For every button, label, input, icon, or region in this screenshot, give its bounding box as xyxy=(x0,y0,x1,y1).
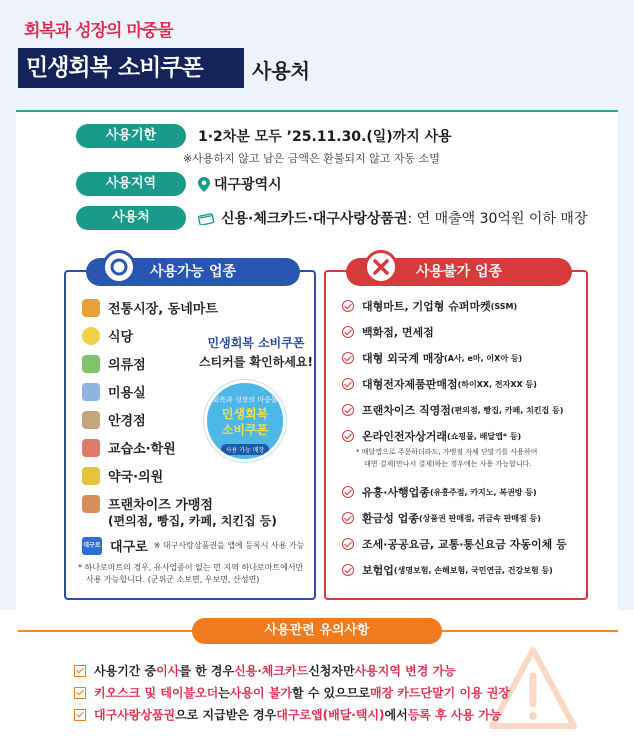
caution-section xyxy=(0,610,634,736)
ng-main: 환금성 업종 xyxy=(362,512,419,525)
allowed-item-label: 미용실 xyxy=(108,386,146,401)
page-title-suffix: 사용처 xyxy=(252,59,310,83)
caution-text: 는 xyxy=(218,686,230,700)
caution-highlight: 사용지역 변경 가능 xyxy=(354,664,456,678)
list-item xyxy=(82,354,146,373)
pharmacy-icon xyxy=(82,467,100,485)
check-circle-icon xyxy=(342,430,354,442)
check-circle-icon xyxy=(342,538,354,550)
card-icon xyxy=(198,212,216,225)
place-value-wrap xyxy=(198,208,587,228)
check-circle-icon xyxy=(342,300,354,312)
x-mark-icon xyxy=(367,253,395,281)
online-note-2: 대면 결제(만나서 결제)하는 경우에는 사용 가능합니다. xyxy=(364,460,532,468)
ng-main: 보험업 xyxy=(362,564,394,577)
glasses-icon xyxy=(82,411,100,429)
page-subtitle: 회복과 성장의 마중물 xyxy=(24,21,173,41)
caution-item-2 xyxy=(74,684,510,701)
checkbox-icon xyxy=(74,709,86,721)
ng-main: 조세·공공요금, 교통·통신요금 자동이체 등 xyxy=(362,538,567,551)
list-item xyxy=(342,376,537,392)
ng-main: 프랜차이즈 직영점 xyxy=(362,404,451,417)
caution-highlight: 이사 xyxy=(156,664,180,678)
list-item-daegu xyxy=(82,536,304,555)
allowed-item-label: 약국·의원 xyxy=(108,470,164,485)
sticker-main-1: 민생회복 xyxy=(221,407,269,421)
caution-highlight: 등록 후 사용 가능 xyxy=(407,708,502,722)
coupon-sticker xyxy=(204,380,286,462)
online-note-1: * 배달앱으로 주문하더라도, 가맹점 자체 단말기를 사용하여 xyxy=(356,448,538,456)
list-item xyxy=(342,510,541,526)
checkbox-icon xyxy=(74,665,86,677)
list-item xyxy=(82,410,146,429)
check-circle-icon xyxy=(342,512,354,524)
list-item xyxy=(82,438,176,457)
caution-highlight: 키오스크 및 테이블오더 xyxy=(94,686,219,700)
circle-ok-icon xyxy=(105,253,133,281)
info-row-region xyxy=(76,172,282,196)
caution-item-3 xyxy=(74,706,501,723)
daegu-app-logo: 대구로 xyxy=(82,537,102,555)
region-value-wrap xyxy=(198,174,282,194)
place-value-rest: : 연 매출액 30억원 이하 매장 xyxy=(407,211,588,227)
caution-text: 에서 xyxy=(384,708,408,722)
allowed-item-label: 안경점 xyxy=(108,414,146,429)
sticker-pill: 사용 가능 매장 xyxy=(221,444,270,455)
ng-sub: (하이XX, 전자XX 등) xyxy=(457,379,537,389)
allowed-badge xyxy=(102,250,136,284)
page-title: 민생회복 소비쿠폰 xyxy=(18,48,244,88)
page-header xyxy=(16,10,316,88)
caution-text: 신청자만 xyxy=(308,664,355,678)
list-item xyxy=(82,298,218,317)
disallowed-badge xyxy=(364,250,398,284)
clothing-icon xyxy=(82,355,100,373)
ng-main: 대형 외국계 매장 xyxy=(362,352,445,365)
main-card xyxy=(16,110,618,610)
ng-main: 대형전자제품판매점 xyxy=(362,378,458,391)
franchise-icon xyxy=(82,495,100,513)
checkbox-icon xyxy=(74,687,86,699)
list-item xyxy=(82,466,163,485)
sticker-caption xyxy=(198,334,314,370)
sticker-top-text: 회복과 성장의 마중물 xyxy=(212,396,278,404)
allowed-item-label: 교습소·학원 xyxy=(108,442,176,457)
ng-sub: (쇼핑몰, 배달앱* 등) xyxy=(447,431,522,441)
info-row-place xyxy=(76,206,587,230)
check-circle-icon xyxy=(342,564,354,576)
list-item xyxy=(82,326,133,345)
disallowed-title: 사용불가 업종 xyxy=(346,258,572,286)
list-item xyxy=(342,536,567,552)
franchise-sub: (편의점, 빵집, 카페, 치킨집 등) xyxy=(108,514,277,528)
list-item xyxy=(342,484,537,500)
hair-salon-icon xyxy=(82,383,100,401)
ng-sub: (유흥주점, 카지노, 복권방 등) xyxy=(429,487,537,497)
check-circle-icon xyxy=(342,378,354,390)
ng-sub: (생명보험, 손해보험, 국민연금, 건강보험 등) xyxy=(393,565,553,575)
check-circle-icon xyxy=(342,352,354,364)
allowed-item-label: 전통시장, 동네마트 xyxy=(108,302,218,317)
location-pin-icon xyxy=(198,177,210,192)
caution-text: 으로 지급받은 경우 xyxy=(175,708,277,722)
list-item xyxy=(342,324,434,340)
allowed-footnote-2: 사용 가능합니다. (군위군 소보면, 우보면, 산성면) xyxy=(86,575,260,584)
check-circle-icon xyxy=(342,326,354,338)
ng-main: 유흥·사행업종 xyxy=(362,486,430,499)
allowed-title: 사용가능 업종 xyxy=(86,258,300,286)
caution-item-1 xyxy=(74,662,456,679)
ng-main: 대형마트, 기업형 슈퍼마켓 xyxy=(362,300,491,313)
list-item xyxy=(342,562,553,578)
list-item xyxy=(342,350,522,366)
check-circle-icon xyxy=(342,404,354,416)
disallowed-panel xyxy=(324,264,588,600)
ng-main: 백화점, 면세점 xyxy=(362,326,434,339)
period-value: 1·2차분 모두 ’25.11.30.(일)까지 사용 xyxy=(198,129,452,145)
list-item xyxy=(342,402,563,418)
place-label: 사용처 xyxy=(76,206,186,230)
allowed-item-label: 식당 xyxy=(108,330,134,345)
period-note: ※사용하지 않고 남은 금액은 환불되지 않고 자동 소멸 xyxy=(183,152,440,165)
period-label: 사용기한 xyxy=(76,124,186,148)
allowed-footnote-1: * 하나로마트의 경우, 유사업종이 없는 면 지역 하나로마트에서만 xyxy=(78,563,304,572)
check-circle-icon xyxy=(342,486,354,498)
caution-highlight: 사용이 불가 xyxy=(229,686,293,700)
sticker-caption-line1: 민생회복 소비쿠폰 xyxy=(207,336,305,350)
caution-highlight: 대구로앱(배달·택시) xyxy=(276,708,385,722)
caution-highlight: 대구사랑상품권 xyxy=(94,708,176,722)
list-item xyxy=(342,428,521,444)
ng-sub: (편의점, 빵집, 카페, 치킨집 등) xyxy=(450,405,564,415)
list-item xyxy=(342,298,517,314)
list-item xyxy=(82,494,213,513)
sticker-main-2: 소비쿠폰 xyxy=(221,423,269,437)
caution-text: 할 수 있으므로 xyxy=(292,686,370,700)
ng-sub: (SSM) xyxy=(490,301,518,311)
caution-text: 사용기간 중 xyxy=(94,664,157,678)
list-item xyxy=(82,382,146,401)
market-icon xyxy=(82,299,100,317)
allowed-panel xyxy=(64,264,316,600)
caution-highlight: 매장 카드단말기 이용 권장 xyxy=(369,686,510,700)
allowed-item-label: 프랜차이즈 가맹점 xyxy=(108,498,213,513)
caution-title: 사용관련 유의사항 xyxy=(192,618,442,644)
ng-sub: (A사, e마, 이X아 등) xyxy=(444,353,523,363)
place-value-bold: 신용·체크카드·대구사랑상품권 xyxy=(221,211,408,227)
allowed-item-label: 의류점 xyxy=(108,358,146,373)
academy-icon xyxy=(82,439,100,457)
ng-sub: (상품권 판매점, 귀금속 판매점 등) xyxy=(418,513,541,523)
daegu-note: ※ 대구사랑상품권을 앱에 등록시 사용 가능 xyxy=(153,541,305,550)
caution-text: 를 한 경우 xyxy=(179,664,235,678)
caution-highlight: 신용·체크카드 xyxy=(234,664,309,678)
ng-main: 온라인전자상거래 xyxy=(362,430,448,443)
info-row-period xyxy=(76,124,452,148)
sticker-caption-line2: 스티커를 확인하세요! xyxy=(199,355,313,369)
daegu-label: 대구로 xyxy=(110,540,148,555)
restaurant-icon xyxy=(82,327,100,345)
region-label: 사용지역 xyxy=(76,172,186,196)
region-value: 대구광역시 xyxy=(214,177,282,193)
